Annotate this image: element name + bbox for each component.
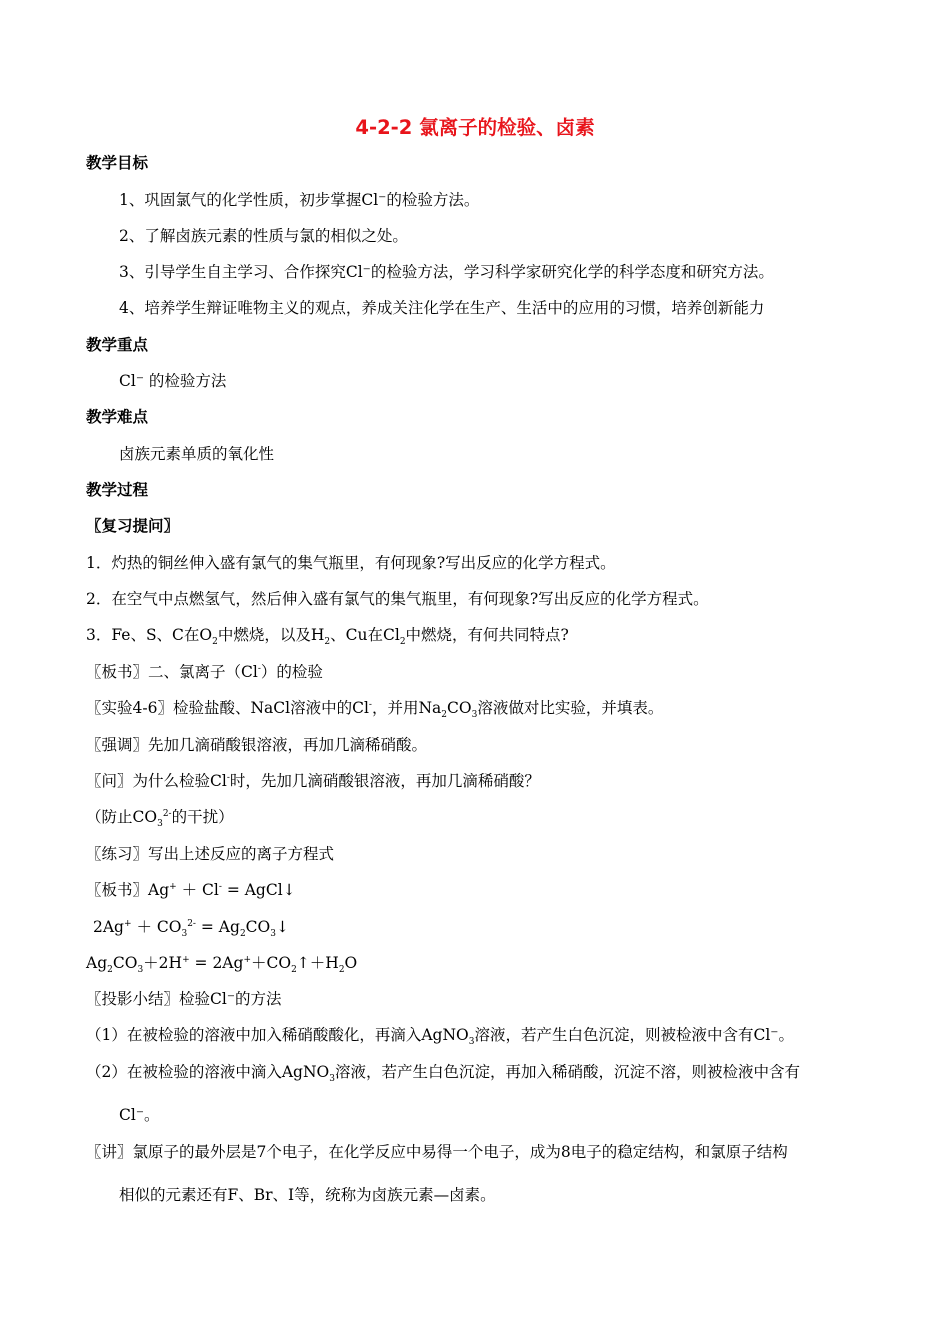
key-point-heading: 教学重点 (86, 336, 149, 354)
equation-2: $2Ag^+ + CO_3^{2-}$ = $Ag_2CO_3↓$ (93, 918, 289, 940)
goal-item: 4、培养学生辩证唯物主义的观点，养成关注化学在生产、生活中的应用的习惯，培养创新能力 (119, 299, 765, 317)
lecture-line-2: 相似的元素还有F、Br、I等，统称为卤族元素—卤素。 (119, 1186, 496, 1204)
goal-item: 1、巩固氯气的化学性质，初步掌握Cl⁻的检验方法。 (119, 191, 480, 209)
key-point-text: Cl⁻ 的检验方法 (119, 372, 227, 390)
practice-note: 〖练习〗写出上述反应的离子方程式 (86, 845, 335, 863)
question-note: 〖问〗为什么检验Cl-时，先加几滴硝酸银溶液，再加几滴稀硝酸？ (86, 772, 540, 790)
process-heading: 教学过程 (86, 481, 149, 499)
method-2-cont: Cl⁻。 (119, 1106, 160, 1124)
lecture-line-1: 〖讲〗氯原子的最外层是7个电子，在化学反应中易得一个电子，成为8电子的稳定结构，和氯原子结构 (86, 1143, 788, 1161)
answer-note: （防止$CO_3^{2-}$的干扰） (86, 808, 234, 830)
method-1: （1）在被检验的溶液中加入稀硝酸酸化，再滴入AgNO$_3$溶液，若产生白色沉淀，则被检液中含有Cl⁻。 (86, 1026, 794, 1048)
experiment-note: 〖实验4-6〗检验盐酸、NaCl溶液中的Cl-，并用$Na_2CO_3$溶液做对比实验，并填表。 (86, 699, 664, 721)
review-question-2: 2．在空气中点燃氢气，然后伸入盛有氯气的集气瓶里，有何现象?写出反应的化学方程式。 (86, 590, 709, 608)
difficulty-heading: 教学难点 (86, 408, 149, 426)
difficulty-text: 卤族元素单质的氧化性 (119, 445, 275, 463)
equation-3: $Ag_2CO_3+2H^+$ = $2Ag^++CO_2↑+H_2O$ (86, 954, 358, 976)
review-question-1: 1．灼热的铜丝伸入盛有氯气的集气瓶里，有何现象?写出反应的化学方程式。 (86, 554, 616, 572)
board-note-1: 〖板书〗二、氯离子（Cl-）的检验 (86, 663, 323, 681)
method-2: （2）在被检验的溶液中滴入AgNO$_3$溶液，若产生白色沉淀，再加入稀硝酸，沉淀不溶，则被检液中含有 (86, 1063, 800, 1085)
goal-item: 2、了解卤族元素的性质与氯的相似之处。 (119, 227, 408, 245)
review-question-3: 3．Fe、S、C在$O_2$中燃烧，以及$H_2$、Cu在$Cl_2$中燃烧，有何共同特点? (86, 626, 569, 648)
review-heading: 〖复习提问〗 (86, 517, 180, 535)
emphasis-note: 〖强调〗先加几滴硝酸银溶液，再加几滴稀硝酸。 (86, 736, 428, 754)
summary-note: 〖投影小结〗检验Cl⁻的方法 (86, 990, 282, 1008)
page-title: 4-2-2 氯离子的检验、卤素 (355, 116, 595, 139)
equation-1: 〖板书〗Ag+ ＋ Cl- = AgCl↓ (86, 881, 296, 899)
goal-item: 3、引导学生自主学习、合作探究Cl⁻的检验方法，学习科学家研究化学的科学态度和研究方法。 (119, 263, 774, 281)
goals-heading: 教学目标 (86, 154, 149, 172)
